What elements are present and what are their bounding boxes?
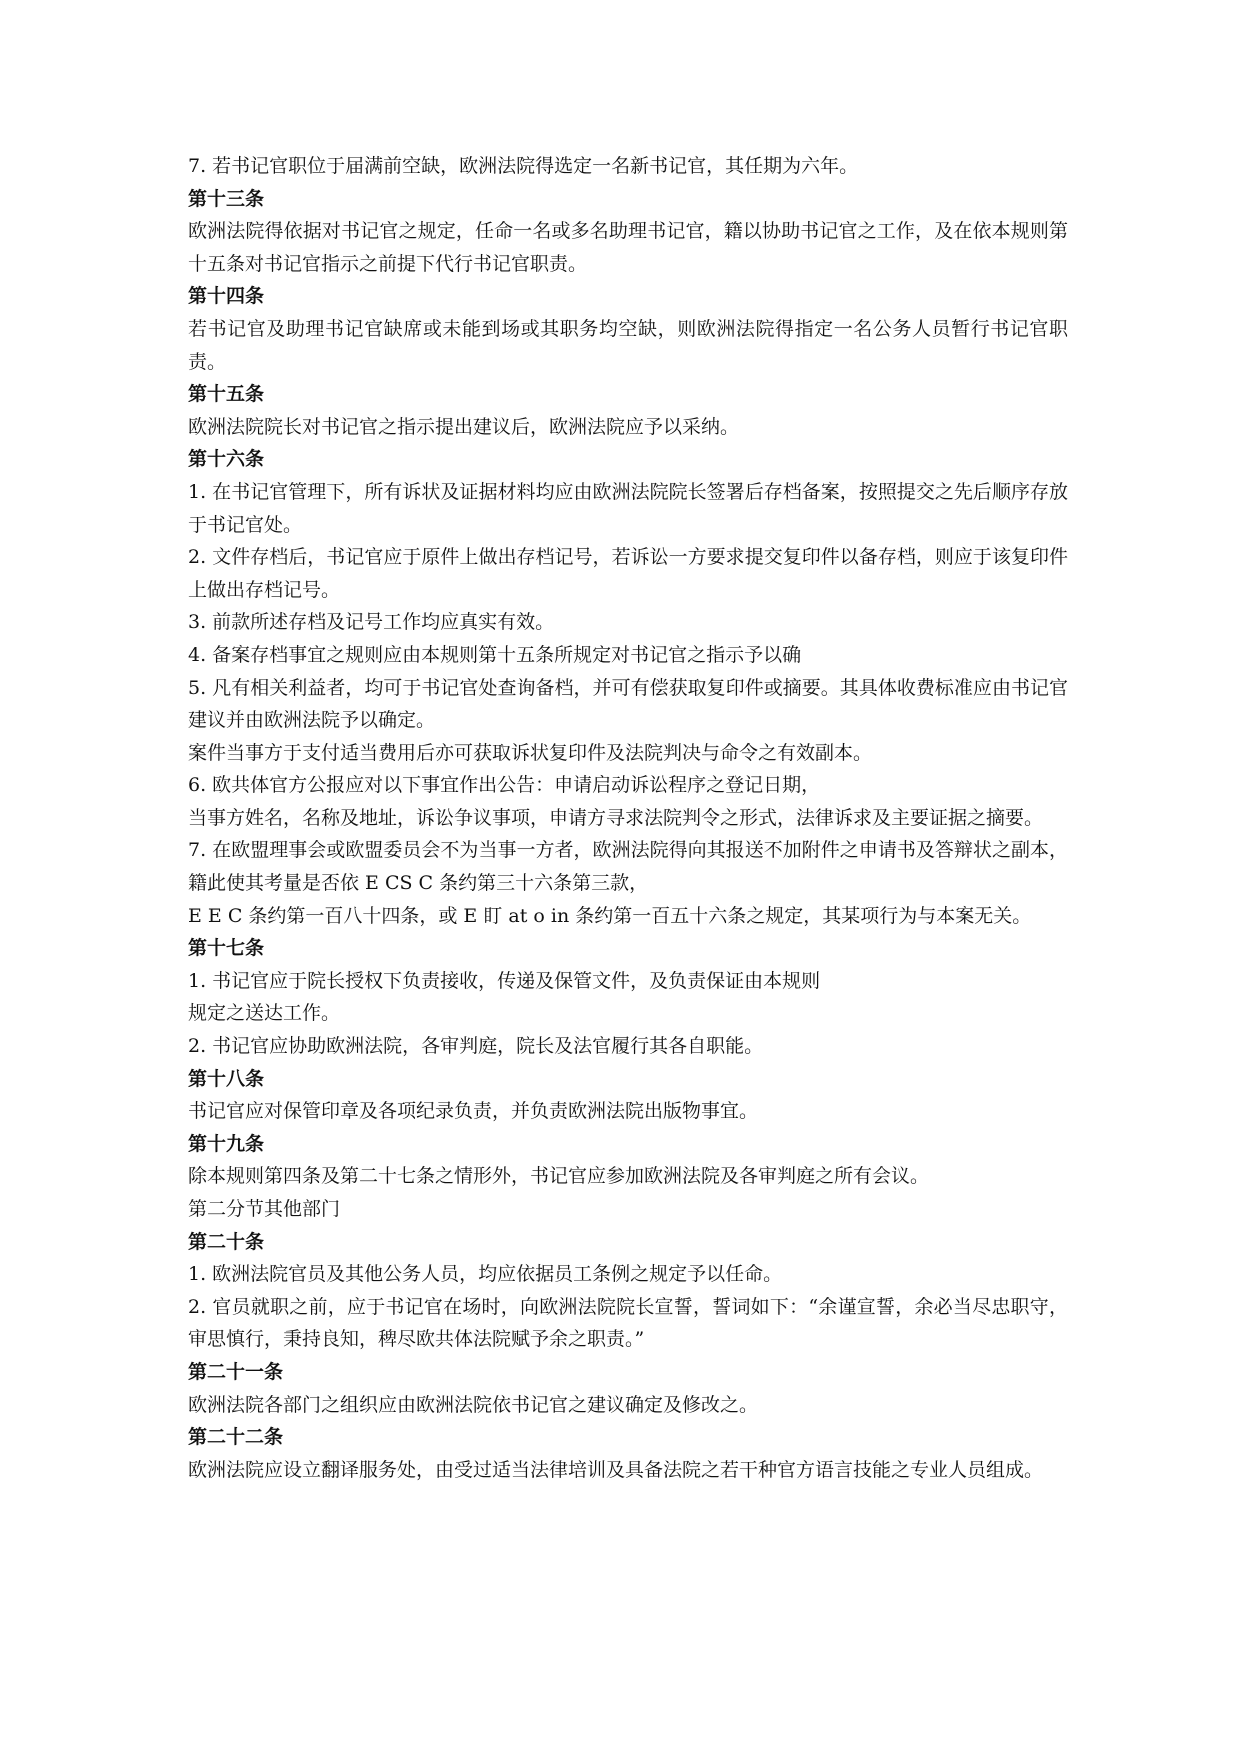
article-heading: 第二十条	[188, 1230, 265, 1253]
paragraph: 1. 在书记官管理下，所有诉状及证据材料均应由欧洲法院院长签署后存档备案，按照提交之先后顺序存放于书记官处。	[188, 480, 1068, 536]
text-line: 书记官应对保管印章及各项纪录负责，并负责欧洲法院出版物事宜。	[188, 1100, 759, 1123]
article-heading: 第十四条	[188, 285, 265, 308]
text-line: 欧洲法院院长对书记官之指示提出建议后，欧洲法院应予以采纳。	[188, 415, 740, 438]
text-line: 6. 欧共体官方公报应对以下事宜作出公告：申请启动诉讼程序之登记日期，	[188, 774, 821, 797]
paragraph: 5. 凡有相关利益者，均可于书记官处查询备档，并可有偿获取复印件或摘要。其具体收费标准应由书记官建议并由欧洲法院予以确定。	[188, 676, 1068, 732]
text-line: 除本规则第四条及第二十七条之情形外，书记官应参加欧洲法院及各审判庭之所有会议。	[188, 1165, 930, 1188]
text-line: 1. 欧洲法院官员及其他公务人员，均应依据员工条例之规定予以任命。	[188, 1263, 783, 1286]
article-heading: 第二十二条	[188, 1426, 284, 1449]
text-line: 规定之送达工作。	[188, 1002, 341, 1025]
article-heading: 第十三条	[188, 187, 265, 210]
article-heading: 第十五条	[188, 383, 265, 406]
article-heading: 第二十一条	[188, 1360, 284, 1383]
document-page	[188, 150, 1068, 1486]
text-line: 3. 前款所述存档及记号工作均应真实有效。	[188, 611, 555, 634]
paragraph: 欧洲法院应设立翻译服务处，由受过适当法律培训及具备法院之若干种官方语言技能之专业人员组成。	[188, 1458, 1044, 1481]
paragraph: 2. 官员就职之前，应于书记官在场时，向欧洲法院院长宣誓，誓词如下：“余谨宣誓，余必当尽忠职守，审思慎行，秉持良知，稗尽欧共体法院赋予余之职责。”	[188, 1295, 1068, 1351]
paragraph: 2. 文件存档后，书记官应于原件上做出存档记号，若诉讼一方要求提交复印件以备存档，则应于该复印件上做出存档记号。	[188, 546, 1068, 601]
paragraph: E E C 条约第一百八十四条，或 E 盯 at o in 条约第一百五十六条之规定，其某项行为与本案无关。	[188, 904, 1032, 927]
text-line: 7. 若书记官职位于届满前空缺，欧洲法院得选定一名新书记官，其任期为六年。	[188, 155, 859, 177]
text-line: 2. 书记官应协助欧洲法院，各审判庭，院长及法官履行其各自职能。	[188, 1035, 764, 1058]
paragraph: 当事方姓名，名称及地址，诉讼争议事项，申请方寻求法院判令之形式，法律诉求及主要证据之摘要。	[188, 806, 1044, 829]
text-line: 4. 备案存档事宜之规则应由本规则第十五条所规定对书记官之指示予以确	[188, 643, 802, 666]
article-heading: 第十九条	[188, 1132, 265, 1155]
text-line: 1. 书记官应于院长授权下负责接收，传递及保管文件，及负责保证由本规则	[188, 969, 821, 992]
paragraph: 欧洲法院得依据对书记官之规定，任命一名或多名助理书记官，籍以协助书记官之工作，及在依本规则第十五条对书记官指示之前提下代行书记官职责。	[188, 220, 1068, 275]
section-title: 第二分节其他部门	[188, 1198, 341, 1220]
paragraph: 7. 在欧盟理事会或欧盟委员会不为当事一方者，欧洲法院得向其报送不加附件之申请书及答辩状之副本，籍此使其考量是否依 E CS C 条约第三十六条第三款，	[188, 839, 1068, 895]
paragraph: 若书记官及助理书记官缺席或未能到场或其职务均空缺，则欧洲法院得指定一名公务人员暂行书记官职责。	[188, 317, 1068, 373]
text-line: 案件当事方于支付适当费用后亦可获取诉状复印件及法院判决与命令之有效副本。	[188, 741, 873, 764]
article-heading: 第十六条	[188, 448, 265, 471]
article-heading: 第十七条	[188, 937, 265, 960]
article-heading: 第十八条	[188, 1067, 265, 1090]
text-line: 欧洲法院各部门之组织应由欧洲法院依书记官之建议确定及修改之。	[188, 1393, 759, 1416]
